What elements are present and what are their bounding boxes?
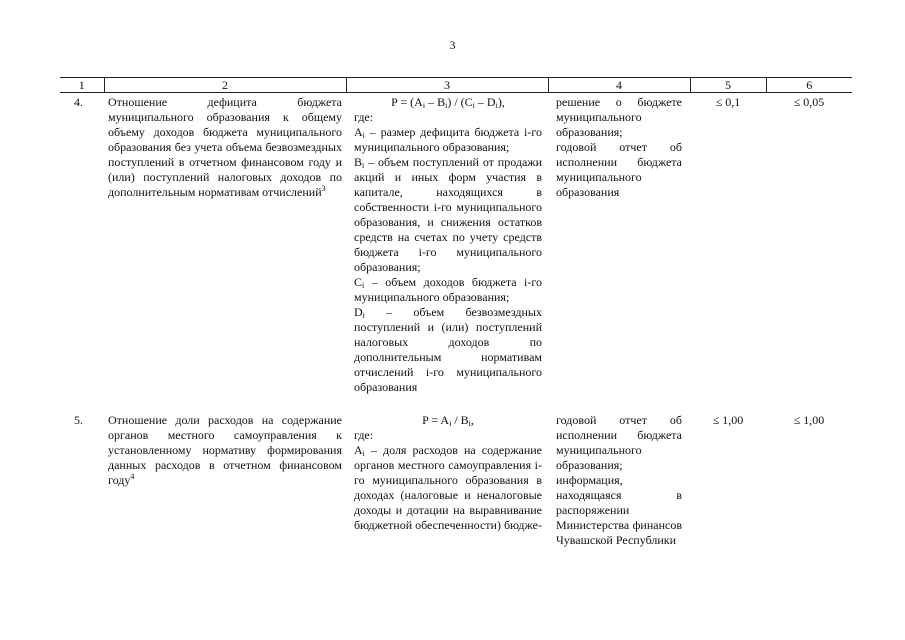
formula: $P = (A_i - B_i) / (C_i - D_i)$, (391, 95, 505, 110)
definition: $D_i$ – объем безвозмездных поступлений и (или) поступлений налоговых доходов по дополнительным нормативам отчислений i-го муниципального образования (354, 305, 542, 394)
table-row-5 (60, 407, 852, 548)
data-sources (548, 93, 690, 408)
threshold-value: ≤ 1,00 (793, 413, 825, 427)
threshold-value: ≤ 0,1 (715, 95, 741, 109)
header-col-2: 2 (104, 78, 346, 93)
definition: $C_i$ – объем доходов бюджета i-го муниципального образования; (354, 275, 542, 304)
where-label: где: (354, 110, 374, 124)
formula: $P = A_i / B_i$, (422, 413, 474, 428)
source-item: решение о бюджете муниципального образования; (556, 95, 682, 139)
header-col-1: 1 (60, 78, 104, 93)
indicator-text: Отношение доли расходов на содержание органов местного самоуправления к установленному нормативу формирования данных расходов в отчетном финансовом году (108, 413, 342, 487)
definition: $B_i$ – объем поступлений от продажи акций и иных форм участия в капитале, находящихся в собственности i-го муниципального образования, и снижения остатков средств на счетах по учету средств бюджета i-го муниципального образования; (354, 155, 542, 274)
footnote-ref: 3 (321, 184, 326, 193)
threshold-value: ≤ 0,05 (793, 95, 825, 109)
table-row-4 (60, 93, 852, 408)
indicator-name (104, 93, 346, 408)
header-col-4: 4 (548, 78, 690, 93)
indicators-table (60, 77, 852, 548)
where-label: где: (354, 428, 374, 442)
table-header-row (60, 78, 852, 93)
header-col-5: 5 (690, 78, 766, 93)
definition: $A_i$ – доля расходов на содержание органов местного самоуправления i-го муниципального образования в доходах (налоговые и неналоговые доходы и дотации на выравнивание бюджетной обеспеченности) бюдже- (354, 443, 542, 532)
indicator-name (104, 407, 346, 548)
header-col-6: 6 (766, 78, 852, 93)
indicator-text: Отношение дефицита бюджета муниципального образования к общему объему доходов бюджета муниципального образования без учета объема безвозмездных поступлений в отчетном финансовом году и (или) поступлений налоговых доходов по дополнительным нормативам отчислений (108, 95, 342, 199)
data-sources (548, 407, 690, 548)
source-item: информация, находящаяся в распоряжении Министерства финансов Чувашской Республики (556, 473, 682, 547)
row-number: 5. (74, 413, 83, 427)
calculation-formula (346, 93, 548, 408)
source-item: годовой отчет об исполнении бюджета муниципального образования (556, 140, 682, 199)
calculation-formula (346, 407, 548, 548)
footnote-ref: 4 (130, 472, 135, 481)
page-number: 3 (449, 38, 456, 52)
source-item: годовой отчет об исполнении бюджета муниципального образования; (556, 413, 682, 472)
definition: $A_i$ – размер дефицита бюджета i-го муниципального образования; (354, 125, 542, 154)
row-number: 4. (74, 95, 83, 109)
threshold-value: ≤ 1,00 (712, 413, 744, 427)
header-col-3: 3 (346, 78, 548, 93)
